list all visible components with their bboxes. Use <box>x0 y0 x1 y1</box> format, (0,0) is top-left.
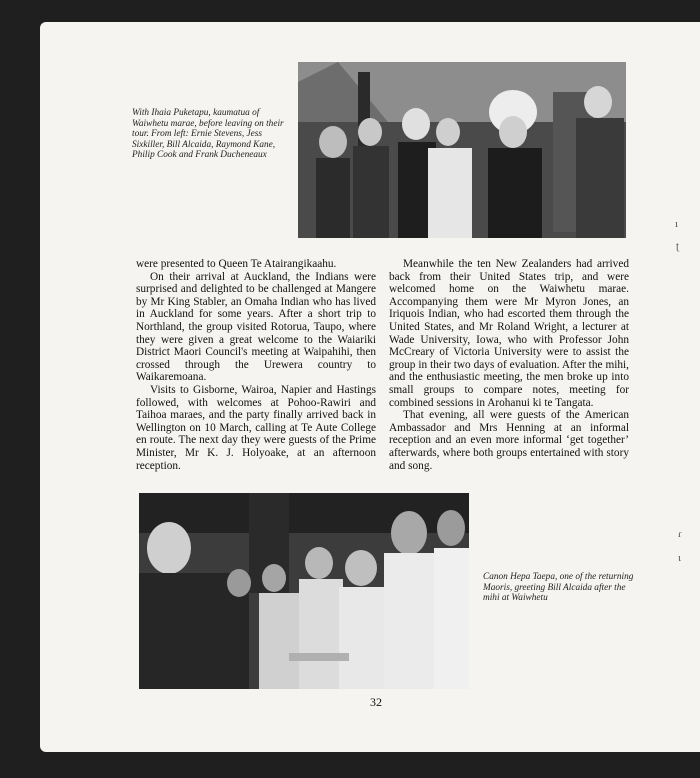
paragraph: On their arrival at Auckland, the Indians were surprised and delighted to be challenged at Mangere by Mr King Stabler, an Omaha Indian who has lived in Auckland for some years. After a short trip to Northland, the group visited Rotorua, Taupo, where they were given a great welcome to the Waiariki District Maori Council's meeting at Waipahihi, then crossed through the Urewera country to Waikaremoana. <box>136 270 376 384</box>
text-column-right <box>389 258 629 472</box>
paragraph: That evening, all were guests of the American Ambassador and Mrs Henning at an informal reception and an even more informal ‘get together’ afterwards, where both groups entertained with story and song. <box>389 409 629 472</box>
margin-mark: ɾ <box>678 528 682 540</box>
photo-caption-top: With Ihaia Puketapu, kaumatua of Waiwhetu marae, before leaving on their tour. From left: Ernie Stevens, Jess Sixkiller, Bill Alcaida, Raymond Kane, Philip Cook and Frank Ducheneaux <box>132 108 284 161</box>
paragraph: Visits to Gisborne, Wairoa, Napier and Hastings followed, with welcomes at Pohoo-Rawiri and Taihoa maraes, and the party finally arrived back in Wellington on 10 March, calling at Te Aute College en route. The next day they were guests of the Prime Minister, Mr K. J. Holyoake, at an afternoon reception. <box>136 383 376 472</box>
photo-caption-bottom: Canon Hepa Taepa, one of the returning Maoris, greeting Bill Alcaida after the mihi at Waiwhetu <box>483 572 634 604</box>
greeting-photo-bottom <box>139 493 469 689</box>
paragraph: were presented to Queen Te Atairangikaahu. <box>136 258 337 270</box>
text-column-left <box>136 258 376 472</box>
margin-mark: ɩ <box>678 552 681 564</box>
margin-mark: ı <box>675 218 679 230</box>
group-photo-top <box>298 62 626 238</box>
paragraph: Meanwhile the ten New Zealanders had arrived back from their United States trip, and were welcomed home on the Waiwhetu marae. Accompanying them were Mr Myron Jones, an Iriquois Indian, who had escorted them through the United States, and Mr Roland Wright, a lecturer at Wade University, Iowa, who with Professor John McCreary of Victoria University were to assist the group in their two days of evaluation. After the mihi, and the enthusiastic meeting, the men broke up into small groups to compare notes, meeting for combined sessions in Arohanui ki te Tangata. <box>389 258 629 409</box>
margin-mark: ʈ <box>676 240 680 252</box>
page-number: 32 <box>370 695 382 709</box>
